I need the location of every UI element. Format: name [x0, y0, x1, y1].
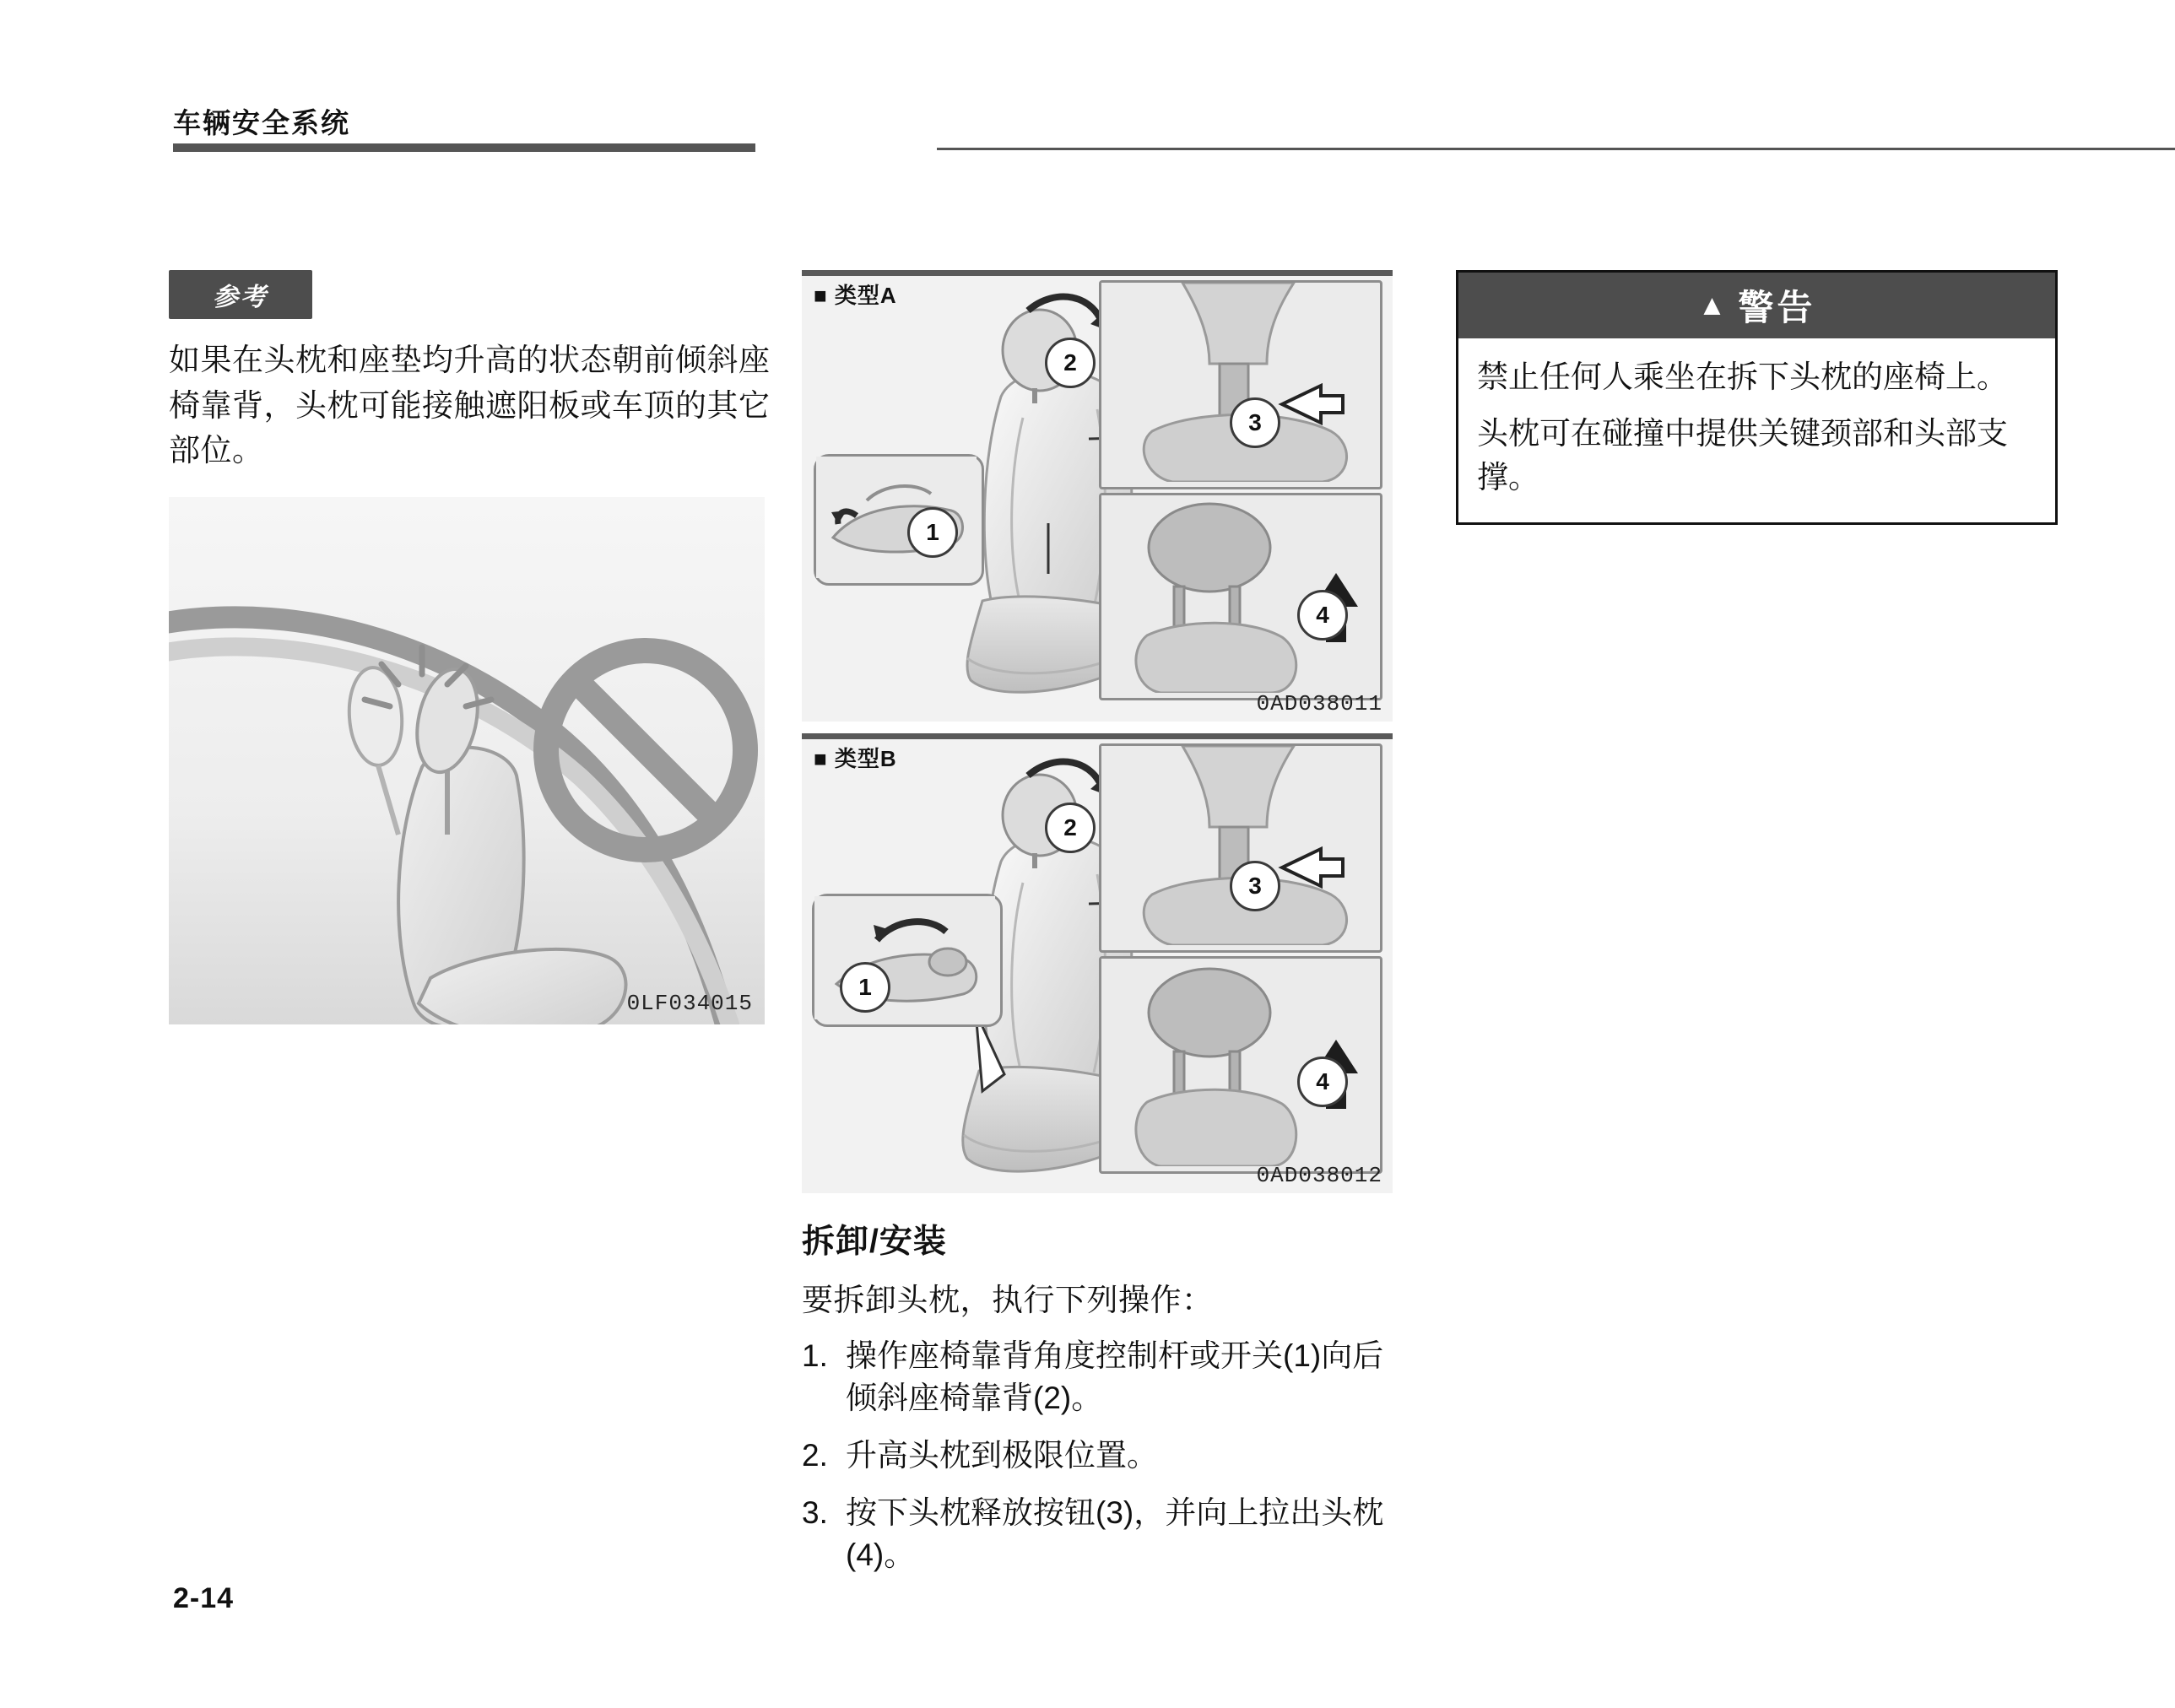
- figure-code: 0AD038011: [1256, 691, 1382, 716]
- right-column: [1456, 270, 2059, 525]
- callout-4: 4: [1297, 590, 1348, 640]
- left-column: [169, 270, 772, 1024]
- type-a-lever-detail-panel: [814, 454, 984, 586]
- callout-1: 1: [907, 507, 958, 558]
- header-rule-thin: [937, 148, 2175, 150]
- section-title: 拆卸/安装: [802, 1224, 947, 1260]
- type-b-label: ■ 类型B: [814, 746, 897, 771]
- type-a-label: ■ 类型A: [814, 283, 897, 308]
- callout-2: 2: [1045, 338, 1096, 388]
- page-title: 车辆安全系统: [173, 107, 350, 138]
- section-intro: 要拆卸头枕，执行下列操作：: [802, 1283, 1214, 1317]
- type-a-pull-up-panel: [1099, 493, 1382, 700]
- page-header: [173, 101, 2055, 152]
- type-a-rule: [802, 270, 1393, 276]
- callout-3: 3: [1230, 861, 1280, 911]
- type-b-pull-up-panel: [1099, 956, 1382, 1174]
- warning-body: [1458, 338, 2055, 522]
- step-text: 升高头枕到极限位置。: [846, 1437, 1158, 1473]
- figure-code: 0AD038012: [1256, 1163, 1382, 1188]
- reference-badge: 参考: [169, 270, 312, 319]
- callout-4: 4: [1297, 1057, 1348, 1107]
- figure-type-b: [802, 733, 1393, 1193]
- warning-paragraph: 头枕可在碰撞中提供关键颈部和头部支撑。: [1477, 415, 2008, 495]
- callout-2: 2: [1045, 803, 1096, 853]
- warning-triangle-icon: ▲: [1697, 289, 1727, 322]
- step-item: [802, 1492, 1393, 1576]
- page-number: 2-14: [173, 1582, 235, 1614]
- warning-box: [1456, 270, 2058, 525]
- step-item: [802, 1335, 1393, 1419]
- figure-code: 0LF034015: [626, 990, 753, 1016]
- headrest-contact-illustration: [169, 497, 765, 1024]
- callout-1: 1: [840, 962, 890, 1013]
- type-b-switch-detail-panel: [812, 894, 1003, 1027]
- release-button-detail-a: [1101, 283, 1375, 482]
- callout-3: 3: [1230, 397, 1280, 448]
- warning-header: [1458, 273, 2055, 338]
- switch-detail-b: [814, 896, 995, 1019]
- step-text: 操作座椅靠背角度控制杆或开关(1)向后倾斜座椅靠背(2)。: [846, 1338, 1384, 1415]
- figure-type-a: [802, 270, 1393, 722]
- step-number: 1.: [802, 1338, 828, 1373]
- step-number: 3.: [802, 1494, 828, 1530]
- step-item: [802, 1435, 1393, 1477]
- type-b-rule: [802, 733, 1393, 739]
- type-b-release-button-panel: [1099, 743, 1382, 953]
- release-button-detail-b: [1101, 746, 1375, 945]
- warning-title: 警告: [1738, 288, 1816, 327]
- figure-headrest-sunvisor-contact: [169, 497, 765, 1024]
- step-text: 按下头枕释放按钮(3)，并向上拉出头枕(4)。: [846, 1494, 1384, 1572]
- header-rule-thick: [173, 143, 755, 152]
- type-a-release-button-panel: [1099, 280, 1382, 489]
- reference-text: 如果在头枕和座垫均升高的状态朝前倾斜座椅靠背，头枕可能接触遮阳板或车顶的其它部位。: [169, 343, 771, 468]
- warning-paragraph: 禁止任何人乘坐在拆下头枕的座椅上。: [1477, 359, 2008, 394]
- step-number: 2.: [802, 1437, 828, 1473]
- middle-column: [802, 270, 1393, 1576]
